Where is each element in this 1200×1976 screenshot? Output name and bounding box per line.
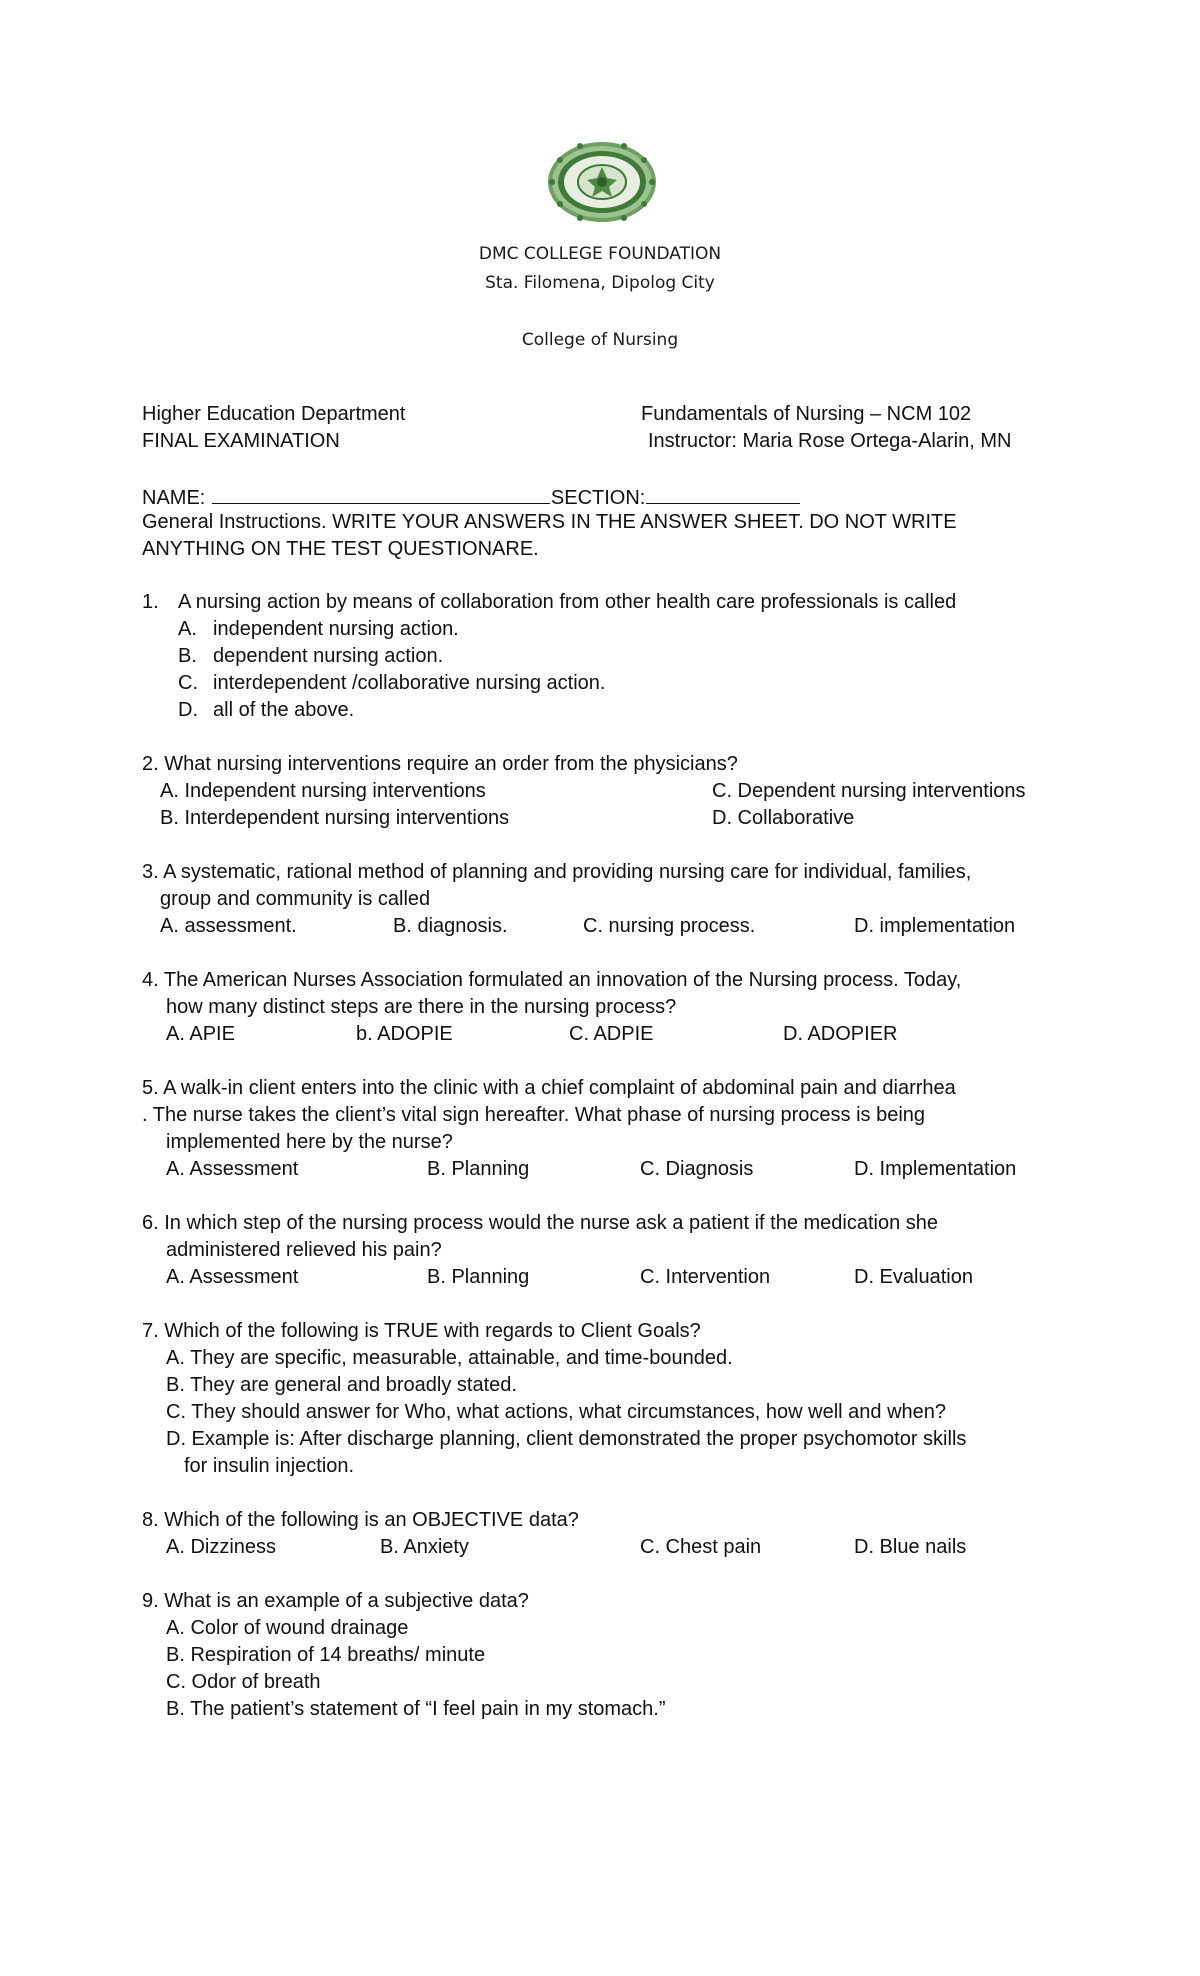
q6-d: D. Evaluation xyxy=(854,1266,973,1288)
q4-text-2: how many distinct steps are there in the nursing process? xyxy=(166,996,677,1018)
q9-b: B. Respiration of 14 breaths/ minute xyxy=(166,1644,486,1666)
q1-c: interdependent /collaborative nursing action. xyxy=(213,672,606,694)
q7-text: 7. Which of the following is TRUE with regards to Client Goals? xyxy=(142,1320,701,1342)
name-label: NAME: xyxy=(142,487,211,509)
q6-text-2: administered relieved his pain? xyxy=(166,1239,442,1261)
q5-text-1: 5. A walk-in client enters into the clinic with a chief complaint of abdominal pain and diarrhea xyxy=(142,1077,956,1099)
q1-c-label: C. xyxy=(178,672,198,694)
name-section-row xyxy=(142,483,801,510)
q5-c: C. Diagnosis xyxy=(640,1158,754,1180)
q2-b: B. Interdependent nursing interventions xyxy=(160,807,510,829)
college-name: DMC COLLEGE FOUNDATION xyxy=(478,244,722,264)
q4-d: D. ADOPIER xyxy=(783,1023,898,1045)
q5-b: B. Planning xyxy=(427,1158,530,1180)
q2-a: A. Independent nursing interventions xyxy=(160,780,486,802)
q8-a: A. Dizziness xyxy=(166,1536,277,1558)
q5-text-3: implemented here by the nurse? xyxy=(166,1131,453,1153)
q3-c: C. nursing process. xyxy=(583,915,756,937)
q9-c: C. Odor of breath xyxy=(166,1671,321,1693)
instructions-line-1: General Instructions. WRITE YOUR ANSWERS IN THE ANSWER SHEET. DO NOT WRITE xyxy=(142,511,957,533)
q1-a: independent nursing action. xyxy=(213,618,459,640)
q2-c: C. Dependent nursing interventions xyxy=(712,780,1026,802)
q3-text-2: group and community is called xyxy=(160,888,431,910)
q3-b: B. diagnosis. xyxy=(393,915,508,937)
q1-d-label: D. xyxy=(178,699,198,721)
course-title: Fundamentals of Nursing – NCM 102 xyxy=(641,403,972,425)
instructor-name: Instructor: Maria Rose Ortega-Alarin, MN xyxy=(648,430,1012,452)
q1-b-label: B. xyxy=(178,645,197,667)
q4-a: A. APIE xyxy=(166,1023,235,1045)
q1-a-label: A. xyxy=(178,618,197,640)
q4-b: b. ADOPIE xyxy=(356,1023,453,1045)
name-blank[interactable] xyxy=(212,483,550,504)
q9-d: B. The patient’s statement of “I feel pain in my stomach.” xyxy=(166,1698,666,1720)
higher-education-label: Higher Education Department xyxy=(142,403,406,425)
q7-a: A. They are specific, measurable, attainable, and time-bounded. xyxy=(166,1347,733,1369)
exam-type-label: FINAL EXAMINATION xyxy=(142,430,340,452)
q7-d-1: D. Example is: After discharge planning, client demonstrated the proper psychomotor skills xyxy=(166,1428,967,1450)
q3-d: D. implementation xyxy=(854,915,1016,937)
department-name: College of Nursing xyxy=(521,330,679,350)
q3-text-1: 3. A systematic, rational method of planning and providing nursing care for individual, families, xyxy=(142,861,972,883)
q6-a: A. Assessment xyxy=(166,1266,299,1288)
q2-text: 2. What nursing interventions require an order from the physicians? xyxy=(142,753,738,775)
q8-c: C. Chest pain xyxy=(640,1536,762,1558)
q1-b: dependent nursing action. xyxy=(213,645,444,667)
q6-c: C. Intervention xyxy=(640,1266,771,1288)
q5-a: A. Assessment xyxy=(166,1158,299,1180)
q9-text: 9. What is an example of a subjective data? xyxy=(142,1590,529,1612)
q8-text: 8. Which of the following is an OBJECTIVE data? xyxy=(142,1509,579,1531)
q7-c: C. They should answer for Who, what actions, what circumstances, how well and when? xyxy=(166,1401,946,1423)
q2-d: D. Collaborative xyxy=(712,807,855,829)
college-seal-logo xyxy=(546,140,658,224)
q1-text: A nursing action by means of collaboration from other health care professionals is called xyxy=(178,591,957,613)
q1-number: 1. xyxy=(142,591,159,613)
q4-c: C. ADPIE xyxy=(569,1023,654,1045)
q8-d: D. Blue nails xyxy=(854,1536,967,1558)
q6-text-1: 6. In which step of the nursing process would the nurse ask a patient if the medication she xyxy=(142,1212,939,1234)
section-blank[interactable] xyxy=(646,483,800,504)
q7-d-2: for insulin injection. xyxy=(184,1455,355,1477)
q7-b: B. They are general and broadly stated. xyxy=(166,1374,517,1396)
instructions-line-2: ANYTHING ON THE TEST QUESTIONARE. xyxy=(142,538,539,560)
q9-a: A. Color of wound drainage xyxy=(166,1617,409,1639)
q5-text-2: . The nurse takes the client’s vital sign hereafter. What phase of nursing process is being xyxy=(142,1104,926,1126)
college-address: Sta. Filomena, Dipolog City xyxy=(485,273,715,293)
q4-text-1: 4. The American Nurses Association formulated an innovation of the Nursing process. Today, xyxy=(142,969,962,991)
q5-d: D. Implementation xyxy=(854,1158,1017,1180)
q3-a: A. assessment. xyxy=(160,915,297,937)
q6-b: B. Planning xyxy=(427,1266,530,1288)
q1-d: all of the above. xyxy=(213,699,355,721)
section-label: SECTION: xyxy=(550,487,646,509)
q8-b: B. Anxiety xyxy=(380,1536,469,1558)
